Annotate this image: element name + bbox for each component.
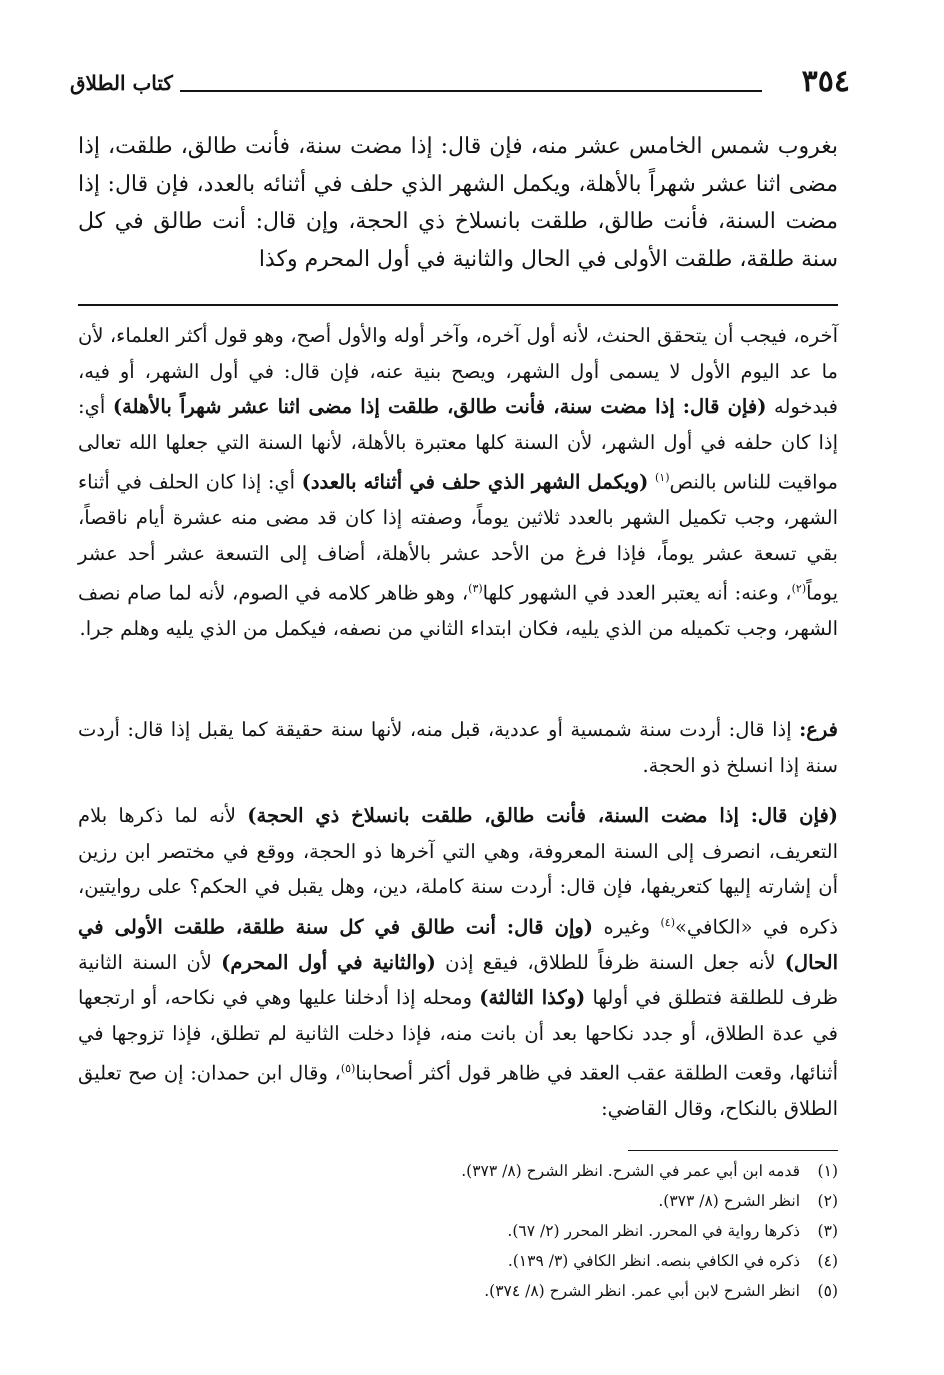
- footnote-number: (٤): [817, 1252, 838, 1270]
- sharh-text: وغيره: [603, 915, 650, 938]
- sharh-text: أي: إذا كان حلفه في أول الشهر، لأن السنة كلها معتبرة بالأهلة، لأنها السنة التي جعلها الله تعالى مواقيت للناس بالنص: [78, 395, 839, 494]
- sharh-paragraph-1: [78, 318, 838, 647]
- sharh-text: ، وهو ظاهر كلامه في الصوم، لأنه لما صام نصف الشهر، وجب تكميله من الذي يليه، فكان ابتداء الثاني من نصفه، فيكمل من الذي يليه وهلم جرا.: [78, 581, 838, 640]
- footnote-item: [78, 1246, 838, 1276]
- footnote-number: (٥): [817, 1282, 838, 1300]
- footnote-ref[interactable]: (٥): [340, 1062, 356, 1075]
- footnote-number: (٢): [817, 1192, 838, 1210]
- page-header: [70, 62, 850, 102]
- footnote-item: [78, 1156, 838, 1186]
- sharh-quote: (ويكمل الشهر الذي حلف في أثنائه بالعدد): [301, 470, 649, 494]
- footnote-separator: [628, 1150, 838, 1151]
- page-number: ٣٥٤: [801, 64, 850, 99]
- footnote-number: (١): [817, 1162, 838, 1180]
- sharh-text: لأن السنة الثانية ظرف للطلقة فتطلق في أولها: [78, 950, 839, 1009]
- footnote-text: ذكرها رواية في المحرر. انظر المحرر (٢/ ٦٧).: [507, 1222, 800, 1240]
- matn-separator: [78, 304, 838, 306]
- sharh-text: ومحله إذا أدخلنا عليها وهي في نكاحه، أو ارتجعها في عدة الطلاق، أو جدد نكاحها بعد أن بانت منه، فإذا دخلت الثانية لم تطلق، فإذا تزوجها في أثنائها، وقعت الطلقة عقب العقد في ظاهر قول أكثر أصحابنا: [78, 986, 838, 1085]
- footnote-text: ذكره في الكافي بنصه. انظر الكافي (٣/ ١٣٩).: [507, 1252, 800, 1270]
- footnote-text: انظر الشرح (٨/ ٣٧٣).: [658, 1192, 800, 1210]
- footnote-ref[interactable]: (٤): [660, 915, 675, 929]
- footnote-ref[interactable]: (٢): [791, 582, 807, 595]
- footnote-ref[interactable]: (١): [654, 471, 670, 484]
- sharh-quote: (فإن قال: إذا مضت السنة، فأنت طالق، طلقت بانسلاخ ذي الحجة): [247, 804, 838, 827]
- footnote-number: (٣): [817, 1222, 838, 1240]
- sharh-paragraph-2: [78, 712, 838, 783]
- sharh-quote: (وكذا الثالثة): [479, 986, 586, 1009]
- footnote-item: [78, 1276, 838, 1306]
- footnotes: [78, 1156, 838, 1306]
- sharh-paragraph-3: [78, 798, 838, 1127]
- footnote-text: انظر الشرح لابن أبي عمر. انظر الشرح (٨/ ٣٧٤).: [484, 1282, 800, 1300]
- book-title: كتاب الطلاق: [70, 71, 173, 95]
- sharh-text: آخره، فيجب أن يتحقق الحنث، لأنه أول آخره، وآخر أوله والأول أصح، وهو قول أكثر العلماء، لأن ما عد اليوم الأول لا يسمى أول الشهر، ويصح بنية عنه، فإن قال: في أول الشهر، أو فيه، فبدخوله: [78, 324, 838, 418]
- sharh-text: لأنه لما ذكرها بلام التعريف، انصرف إلى السنة المعروفة، وهي التي آخرها ذو الحجة، ووقع في مختصر ابن رزين أن إشارته إليها كتعريفها، فإن قال: أردت سنة كاملة، دين، وهل يقبل في الحكم؟ على روايتين، ذكره في «الكافي»: [78, 804, 838, 938]
- matn-text: بغروب شمس الخامس عشر منه، فإن قال: إذا مضت سنة، فأنت طالق، طلقت، إذا مضى اثنا عشر شهراً بالأهلة، ويكمل الشهر الذي حلف في أثنائه بالعدد، فإن قال: إذا مضت السنة، فأنت طالق، طلقت بانسلاخ ذي الحجة، وإن قال: أنت طالق في كل سنة طلقة، طلقت الأولى في الحال والثانية في أول المحرم وكذا: [78, 134, 838, 272]
- footnote-item: [78, 1216, 838, 1246]
- footnote-item: [78, 1186, 838, 1216]
- header-rule: [180, 90, 762, 92]
- sharh-text: أي: إذا كان الحلف في أثناء الشهر، وجب تكميل الشهر بالعدد ثلاثين يوماً، وصفته إذا كان قد مضى منه عشرة أيام ناقصاً، بقي تسعة عشر يوماً، فإذا فرغ من الأحد عشر بالأهلة، أضاف إلى التسعة عشر أحد عشر يوماً: [78, 470, 838, 605]
- footnote-text: قدمه ابن أبي عمر في الشرح. انظر الشرح (٨/ ٣٧٣).: [461, 1162, 800, 1180]
- sharh-text: لأنه جعل السنة ظرفاً للطلاق، فيقع إذن: [445, 950, 776, 974]
- sharh-text: ، وقال ابن حمدان: إن صح تعليق الطلاق بالنكاح، وقال القاضي:: [78, 1061, 838, 1120]
- sharh-text: ، وعنه: أنه يعتبر العدد في الشهور كلها: [482, 581, 792, 605]
- sharh-quote: (وإن قال: أنت طالق في كل سنة طلقة، طلقت الأولى في الحال): [78, 915, 838, 974]
- sharh-quote: (فإن قال: إذا مضت سنة، فأنت طالق، طلقت إذا مضى اثنا عشر شهراً بالأهلة): [112, 395, 767, 418]
- footnote-ref[interactable]: (٣): [468, 582, 483, 595]
- sharh-quote: فرع:: [799, 718, 838, 741]
- sharh-quote: (والثانية في أول المحرم): [221, 950, 436, 974]
- sharh-text: إذا قال: أردت سنة شمسية أو عددية، قبل منه، لأنها سنة حقيقة كما يقبل إذا قال: أردت سنة إذا انسلخ ذو الحجة.: [78, 718, 838, 777]
